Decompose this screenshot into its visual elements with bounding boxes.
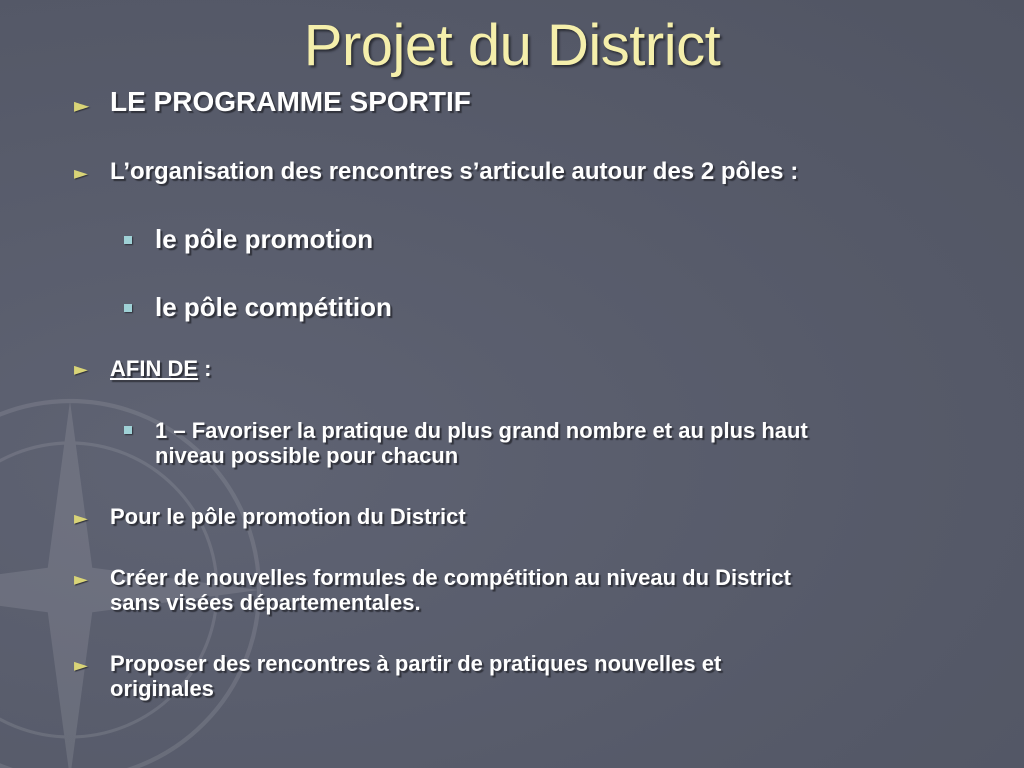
proposer-line-2: originales: [110, 676, 214, 701]
bullet-organisation: L’organisation des rencontres s’articule autour des 2 pôles :: [110, 158, 799, 185]
sub-bullet-pole-promotion: le pôle promotion: [155, 224, 374, 254]
bullet-pour-le-pole: Pour le pôle promotion du District: [110, 504, 466, 529]
proposer-line-1: Proposer des rencontres à partir de pratiques nouvelles et: [110, 651, 722, 676]
square-bullet-icon: [124, 304, 132, 312]
bullet-proposer: [110, 651, 721, 701]
favoriser-line-1: 1 – Favoriser la pratique du plus grand nombre et au plus haut: [155, 418, 808, 443]
bullet-creer: [110, 565, 791, 615]
favoriser-line-2: niveau possible pour chacun: [155, 443, 459, 468]
arrow-bullet-icon: ►: [74, 163, 88, 184]
heading-programme-sportif: LE PROGRAMME SPORTIF: [110, 86, 471, 117]
slide-title: Projet du District: [303, 13, 721, 78]
afin-de-suffix: :: [198, 356, 212, 381]
arrow-bullet-icon: ►: [74, 569, 88, 590]
arrow-bullet-icon: ►: [74, 508, 88, 529]
creer-line-2: sans visées départementales.: [110, 590, 421, 615]
arrow-bullet-icon: ►: [74, 93, 90, 117]
square-bullet-icon: [124, 426, 132, 434]
sub-bullet-favoriser: [155, 418, 808, 468]
afin-de-underlined: AFIN DE: [110, 356, 198, 381]
sub-bullet-pole-competition: le pôle compétition: [155, 292, 392, 322]
arrow-bullet-icon: ►: [74, 655, 88, 676]
bullet-afin-de: [110, 356, 211, 382]
square-bullet-icon: [124, 236, 132, 244]
arrow-bullet-icon: ►: [74, 359, 88, 380]
creer-line-1: Créer de nouvelles formules de compétition au niveau du District: [110, 565, 791, 590]
